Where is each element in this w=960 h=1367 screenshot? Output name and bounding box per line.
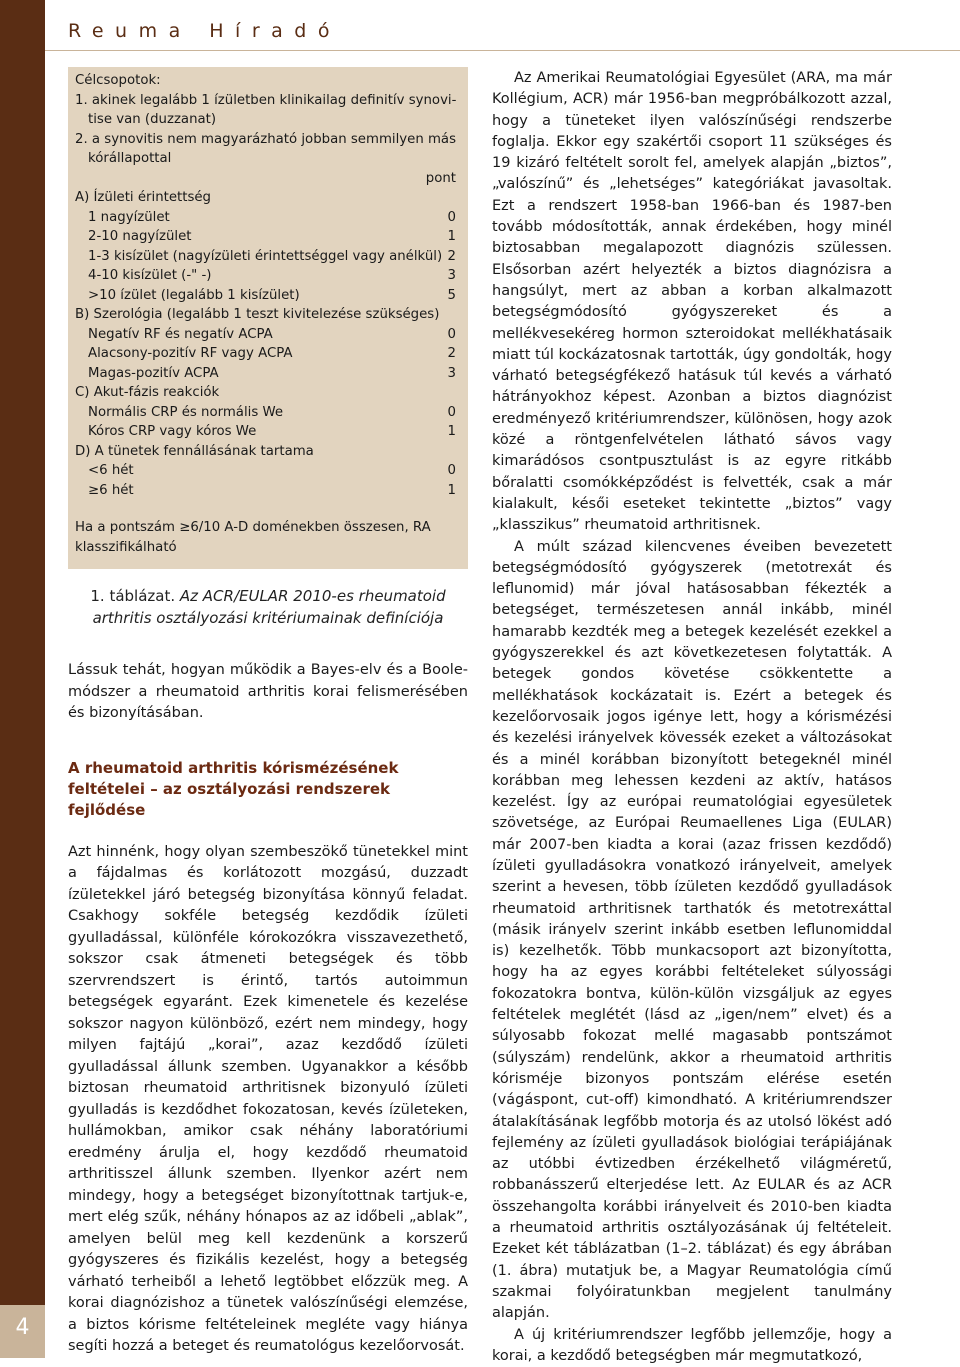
section-heading: A rheumatoid arthritis kórismézésének feltételei – az osztályozási rendszerek fejlődése	[68, 758, 399, 819]
left-column	[68, 660, 468, 1358]
table-caption-text: Az ACR/EULAR 2010-es rheumatoid arthritis osztályozási kritériumainak definíciója	[92, 587, 446, 627]
criteria-score: 2	[447, 248, 456, 264]
criteria-score: 1	[447, 482, 456, 498]
section-title: C) Akut-fázis reakciók	[75, 385, 220, 400]
criteria-row	[75, 208, 458, 228]
header-divider	[45, 50, 960, 51]
criteria-label: Normális CRP és normális We	[88, 404, 284, 420]
criteria-label: <6 hét	[88, 463, 134, 478]
target-group-1: 1. akinek legalább 1 ízületben klinikailag definitív synovi-	[75, 92, 457, 108]
criteria-label: 1-3 kisízület (nagyízületi érintettséggel vagy anélkül)	[88, 248, 443, 264]
criteria-label: Alacsony-pozitív RF vagy ACPA	[88, 346, 293, 361]
criteria-label: ≥6 hét	[88, 482, 134, 498]
criteria-label: Kóros CRP vagy kóros We	[88, 424, 257, 439]
criteria-score: 0	[447, 463, 456, 478]
criteria-row	[75, 344, 458, 364]
body-paragraph: Az Amerikai Reumatológiai Egyesület (ARA, ma már Kollégium, ACR) már 1956-ban megpróbálkozott azzal, hogy a tüneteket ilyen valószínűségi rendszerbe foglalja. Ekkor egy szakértői csoport 11 szükséges és 19 kizáró feltételt sorolt fel, amelyek alapján „biztos”, „valószínű” és „lehetséges” kategóriákat javasoltak. Ezt a rendszert 1958-ban 1966-ban és 1987-ben tovább módosították, annak érdekében, hogy minél biztosabban megalapozott diagnózis szülessen. Elsősorban azért helyezték a biztos diagnózisra a hangsúlyt, mert az abban a korban alkalmazott betegségmódosító gyógyszereket és a mellékvesekéreg hormon szteroidokat mellékhatásaik miatt túl kockázatosnak tartották, úgy gondolták, hogy várható betegségfékező hatásuk túl kevés a várható hátrányokhoz képest. Azonban a biztos diagnózist eredményező kritériumrendszer, különösen, hogy azok közé a röntgenfelvételen látható sávos vagy kimarádósos csontpusztulást is az egyre ritkább bőralatti csomókképződést is felvették, csak a már kialakult, késői eseteket tekintette „biztos” vagy „klasszikus” rheumatoid arthritisnek.	[492, 70, 892, 534]
criteria-score: 1	[447, 424, 456, 439]
classification-rule: Ha a pontszám ≥6/10 A-D doménekben összesen, RA	[75, 520, 431, 535]
criteria-score: 3	[447, 268, 456, 283]
body-paragraph: A múlt század kilencvenes éveiben bevezetett betegségmódosító gyógyszerek (metotrexát és leflunomid) már jóval hatásosabban fékezték a betegséget, természetesen annál inkább, minél hamarabb kezdték meg a betegek kezelését ezekkel a gyógyszerekkel és azt következetesen folytatták. A betegek gondos követése csökkentette a mellékhatások kockázatait is. Ezért a betegek és kezelőorvosaik jogos igénye lett, hogy a kórismézési és kezelési irányelvek kövessék ezeket a változásokat és a minél korábban bizonyított betegeknél minél korábban meg lehessen kezdeni az aktív, hatásos kezelést. Így az európai reumatológiai egyesületek szövetsége, az Európai Reumaellenes Liga (EULAR) már 2007-ben kiadta a korai (azaz frissen kezdődő) ízületi gyulladásokra vonatkozó irányelveit, amelyek szerint a hevesen, több ízületen kezdődő gyulladások rheumatoid arthritisnek tarthatók és metotrexáttal (másik irányelv szerint inkább esetben leflunomiddal is) kezelhetők. Több munkacsoport azt bizonyította, hogy ha az egyes korábbi feltételeket súlyossági fokozatokra bontva, külön-külön vizsgáljuk az egyes feltételek meglétét (lásd az „igen/nem” elvet) és a súlyosabb fokozat mellé magasabb pontszámot (súlyszám) rendelünk, akkor a rheumatoid arthritis kórisméje bizonyos pontszám elérése esetén (vágáspont, cut-off) kimondható. A kritériumrendszer átalakításának legfőbb motorja és az utolsó lökést adó fejlemény az ízületi gyulladások biológiai terápiájának az utóbbi évtizedben érzékelhető világméretű, robbanásszerű elterjedése lett. Az EULAR és az ACR összehangolta korábbi irányelveit és 2010-ben kiadta a rheumatoid arthritis osztályozásának új feltételeit. Ezeket két táblázatban (1–2. táblázat) és egy ábrában (1. ábra) mutatjuk be, a Magyar Reumatológia című szakmai folyóiratunkban megjelent tanulmány alapján.	[492, 538, 892, 1322]
criteria-table	[68, 67, 468, 569]
points-column-header: pont	[425, 170, 456, 186]
criteria-row	[75, 422, 458, 442]
criteria-label: >10 ízület (legalább 1 kisízület)	[88, 287, 300, 303]
classification-rule-cont: klasszifikálható	[75, 539, 177, 555]
criteria-row	[75, 247, 458, 267]
criteria-row	[75, 403, 458, 423]
criteria-row	[75, 461, 458, 481]
criteria-label: Negatív RF és negatív ACPA	[88, 326, 273, 342]
intro-paragraph: Lássuk tehát, hogyan működik a Bayes-elv és a Boole-módszer a rheumatoid arthritis korai felismerésében és bizonyításában.	[68, 662, 468, 721]
target-group-2: 2. a synovitis nem magyarázható jobban semmilyen más	[75, 131, 457, 147]
criteria-row	[75, 364, 458, 384]
criteria-score: 5	[447, 287, 456, 303]
right-column	[492, 68, 892, 1367]
body-paragraph: A új kritériumrendszer legfőbb jellemzője, hogy a korai, a kezdődő betegségben már megmutatkozó,	[492, 1326, 892, 1364]
criteria-row	[75, 325, 458, 345]
table-caption	[68, 585, 468, 629]
criteria-label: 1 nagyízület	[88, 209, 170, 225]
left-margin-bar	[0, 0, 45, 1358]
target-groups-title: Célcsopotok:	[75, 73, 161, 88]
criteria-label: 2-10 nagyízület	[88, 229, 192, 244]
section-title: D) A tünetek fennállásának tartama	[75, 443, 314, 459]
criteria-row	[75, 286, 458, 306]
criteria-score: 0	[447, 404, 456, 420]
criteria-score: 0	[447, 326, 456, 342]
criteria-label: Magas-pozitív ACPA	[88, 365, 219, 381]
section-title: B) Szerológia (legalább 1 teszt kivitelezése szükséges)	[75, 307, 440, 322]
target-group-1-cont: tise van (duzzanat)	[88, 112, 217, 127]
criteria-score: 3	[447, 365, 456, 381]
criteria-row	[75, 266, 458, 286]
journal-title: Reuma Híradó	[68, 20, 341, 42]
criteria-score: 1	[447, 229, 456, 244]
section-title: A) Ízületi érintettség	[75, 190, 211, 205]
body-paragraph: Azt hinnénk, hogy olyan szembeszökő tünetekkel mint a fájdalmas és korlátozott mozgású, duzzadt ízületekkel járó betegség bizonyítása könnyű feladat. Csakhogy sokféle betegség kezdődik ízületi gyulladással, különféle kórokozókra visszavezethető, sokszor csak átmeneti betegségek és több szervrendszert is érintő, tartós autoimmun betegségek egyaránt. Ezek kimenetele és kezelése sokszor nagyon különböző, ezért nem mindegy, hogy milyen fajtájú „korai”, azaz kezdődő ízületi gyulladással állunk szemben. Ugyanakkor a később biztosan rheumatoid arthritisnek bizonyuló ízületi gyulladás is kezdődhet fokozatosan, kevés ízületeken, hullámokban, amikor csak néhány laboratóriumi eredmény árulja el, hogy kezdődő rheumatoid arthritisszel állunk szemben. Ilyenkor azért nem mindegy, hogy a betegséget bizonyítottnak tartjuk-e, mert elég szűk, néhány hónapos az az időbeli „ablak”, amelyen belül meg kell kezdenünk a korszerű gyógyszeres és fizikális kezelést, hogy a betegség várható terheiből a lehető legtöbbet előzzük meg. A korai diagnózishoz a tünetek valószínűségi elemzése, a biztos kórisme feltételeinek megléte vagy hiánya segíti hozzá a beteget és reumatológus kezelőorvosát.	[68, 843, 468, 1354]
target-group-2-cont: kórállapottal	[88, 151, 172, 166]
criteria-label: 4-10 kisízület (-" -)	[88, 268, 212, 283]
criteria-row	[75, 481, 458, 501]
table-number: 1. táblázat.	[90, 587, 176, 605]
criteria-row	[75, 227, 458, 247]
criteria-score: 2	[447, 346, 456, 361]
criteria-score: 0	[447, 209, 456, 225]
page-number: 4	[15, 1315, 30, 1340]
